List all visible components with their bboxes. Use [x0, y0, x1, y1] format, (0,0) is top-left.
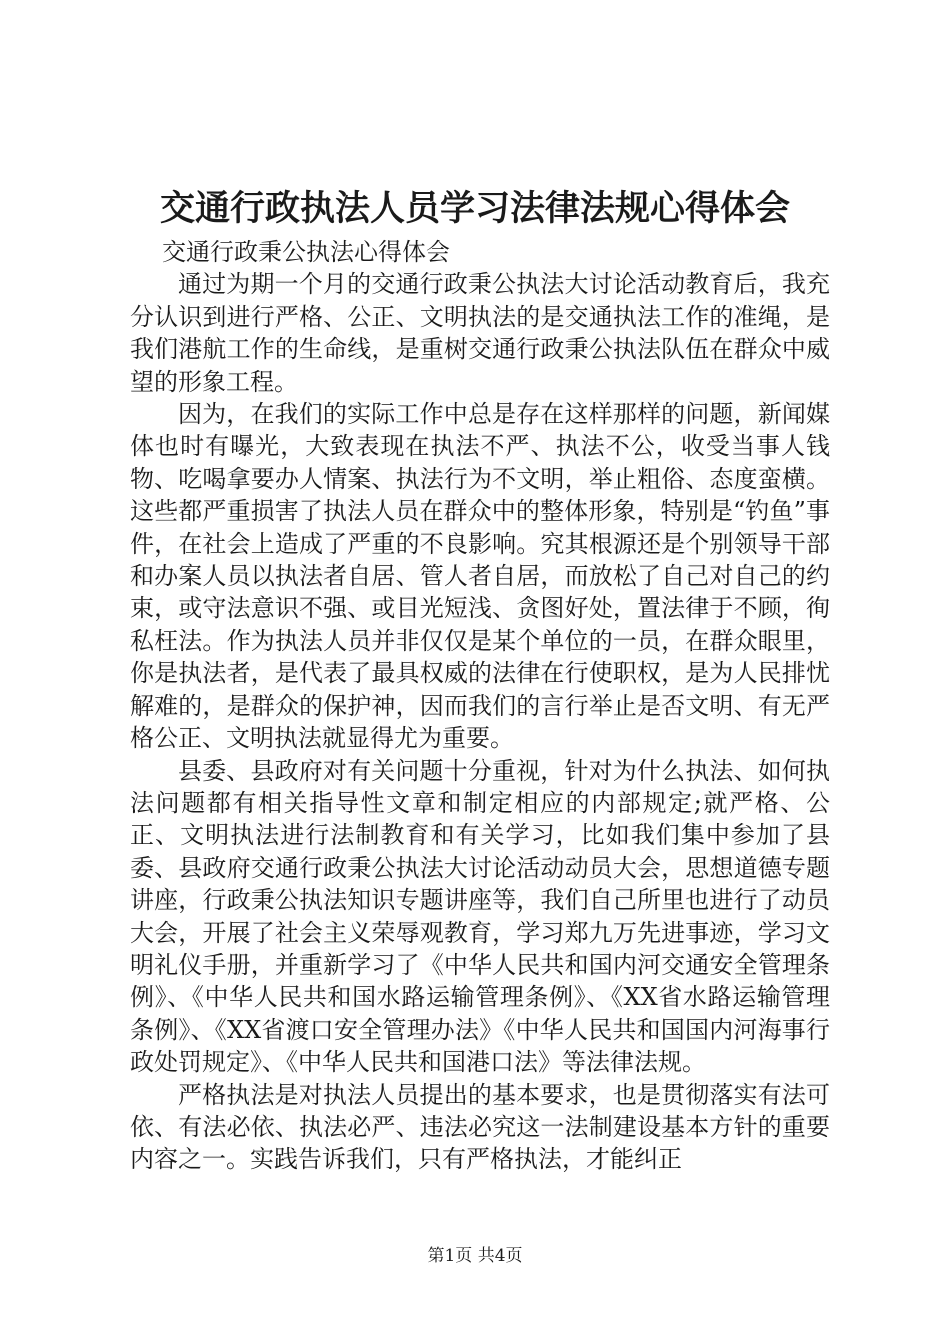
paragraph-3: 县委、县政府对有关问题十分重视，针对为什么执法、如何执法问题都有相关指导性文章和制定相应的内部规定;就严格、公正、文明执法进行法制教育和有关学习，比如我们集中参加了县委、县政府交通行政秉公执法大讨论活动动员大会，思想道德专题讲座，行政秉公执法知识专题讲座等，我们自己所里也进行了动员大会，开展了社会主义荣辱观教育，学习郑九万先进事迹，学习文明礼仪手册，并重新学习了《中华人民共和国内河交通安全管理条例》、《中华人民共和国水路运输管理条例》、《XX省水路运输管理条例》、《XX省渡口安全管理办法》《中华人民共和国国内河海事行政处罚规定》、《中华人民共和国港口法》等法律法规。 [130, 756, 830, 1077]
document-title: 交通行政执法人员学习法律法规心得体会 [159, 188, 790, 229]
paragraph-1: 通过为期一个月的交通行政秉公执法大讨论活动教育后，我充分认识到进行严格、公正、文明执法的是交通执法工作的准绳，是我们港航工作的生命线，是重树交通行政秉公执法队伍在群众中威望的形象工程。 [130, 270, 830, 396]
paragraph-2: 因为，在我们的实际工作中总是存在这样那样的问题，新闻媒体也时有曝光，大致表现在执法不严、执法不公，收受当事人钱物、吃喝拿要办人情案、执法行为不文明，举止粗俗、态度蛮横。这些都严重损害了执法人员在群众中的整体形象，特别是“钓鱼”事件，在社会上造成了严重的不良影响。究其根源还是个别领导干部和办案人员以执法者自居、管人者自居，而放松了自己对自己的约束，或守法意识不强、或目光短浅、贪图好处，置法律于不顾，徇私枉法。作为执法人员并非仅仅是某个单位的一员，在群众眼里，你是执法者，是代表了最具权威的法律在行使职权，是为人民排忧解难的，是群众的保护神，因而我们的言行举止是否文明、有无严格公正、文明执法就显得尤为重要。 [130, 400, 830, 753]
page-number-footer: 第1页 共4页 [427, 1246, 523, 1266]
document-subtitle: 交通行政秉公执法心得体会 [162, 238, 450, 266]
paragraph-4: 严格执法是对执法人员提出的基本要求，也是贯彻落实有法可依、有法必依、执法必严、违法必究这一法制建设基本方针的重要内容之一。实践告诉我们，只有严格执法，才能纠正 [130, 1080, 830, 1174]
document-body [130, 236, 830, 1176]
